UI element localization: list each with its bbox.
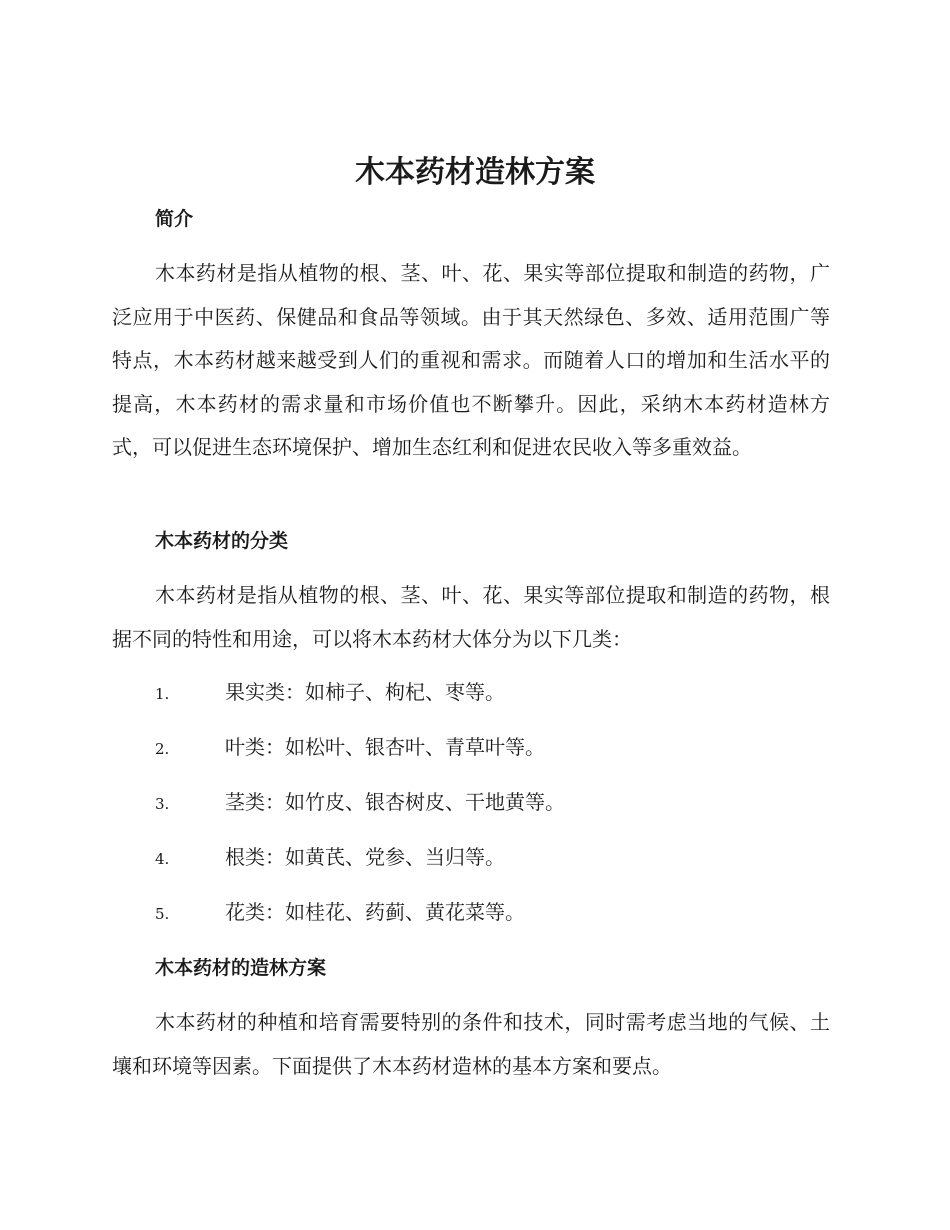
section-heading-classification: 木本药材的分类 <box>155 530 289 552</box>
list-item-text: 根类：如黄芪、党参、当归等。 <box>225 845 505 869</box>
list-item-number: 5. <box>155 905 170 923</box>
list-item-text: 叶类：如松叶、银杏叶、青草叶等。 <box>225 735 545 759</box>
list-item-number: 1. <box>155 685 170 703</box>
list-item-number: 4. <box>155 850 170 868</box>
section-heading-afforestation: 木本药材的造林方案 <box>155 957 327 979</box>
intro-paragraph: 木本药材是指从植物的根、茎、叶、花、果实等部位提取和制造的药物，广泛应用于中医药、保健品和食品等领域。由于其天然绿色、多效、适用范围广等特点，木本药材越来越受到人们的重视和需求。而随着人口的增加和生活水平的提高，木本药材的需求量和市场价值也不断攀升。因此，采纳木本药材造林方式，可以促进生态环境保护、增加生态红利和促进农民收入等多重效益。 <box>112 261 830 459</box>
section-heading-intro: 简介 <box>155 208 194 230</box>
list-item-text: 花类：如桂花、药蓟、黄花菜等。 <box>225 900 525 924</box>
list-item <box>155 897 525 929</box>
list-item-text: 果实类：如柿子、枸杞、枣等。 <box>225 680 505 704</box>
afforestation-paragraph: 木本药材的种植和培育需要特别的条件和技术，同时需考虑当地的气候、土壤和环境等因素。下面提供了木本药材造林的基本方案和要点。 <box>112 1010 830 1078</box>
list-item-number: 3. <box>155 795 170 813</box>
list-item <box>155 677 505 709</box>
classification-paragraph: 木本药材是指从植物的根、茎、叶、花、果实等部位提取和制造的药物，根据不同的特性和用途，可以将木本药材大体分为以下几类： <box>112 583 830 651</box>
document-title: 木本药材造林方案 <box>355 155 595 190</box>
list-item <box>155 842 505 874</box>
list-item <box>155 732 545 764</box>
list-item-number: 2. <box>155 740 170 758</box>
list-item <box>155 787 565 819</box>
list-item-text: 茎类：如竹皮、银杏树皮、干地黄等。 <box>225 790 565 814</box>
